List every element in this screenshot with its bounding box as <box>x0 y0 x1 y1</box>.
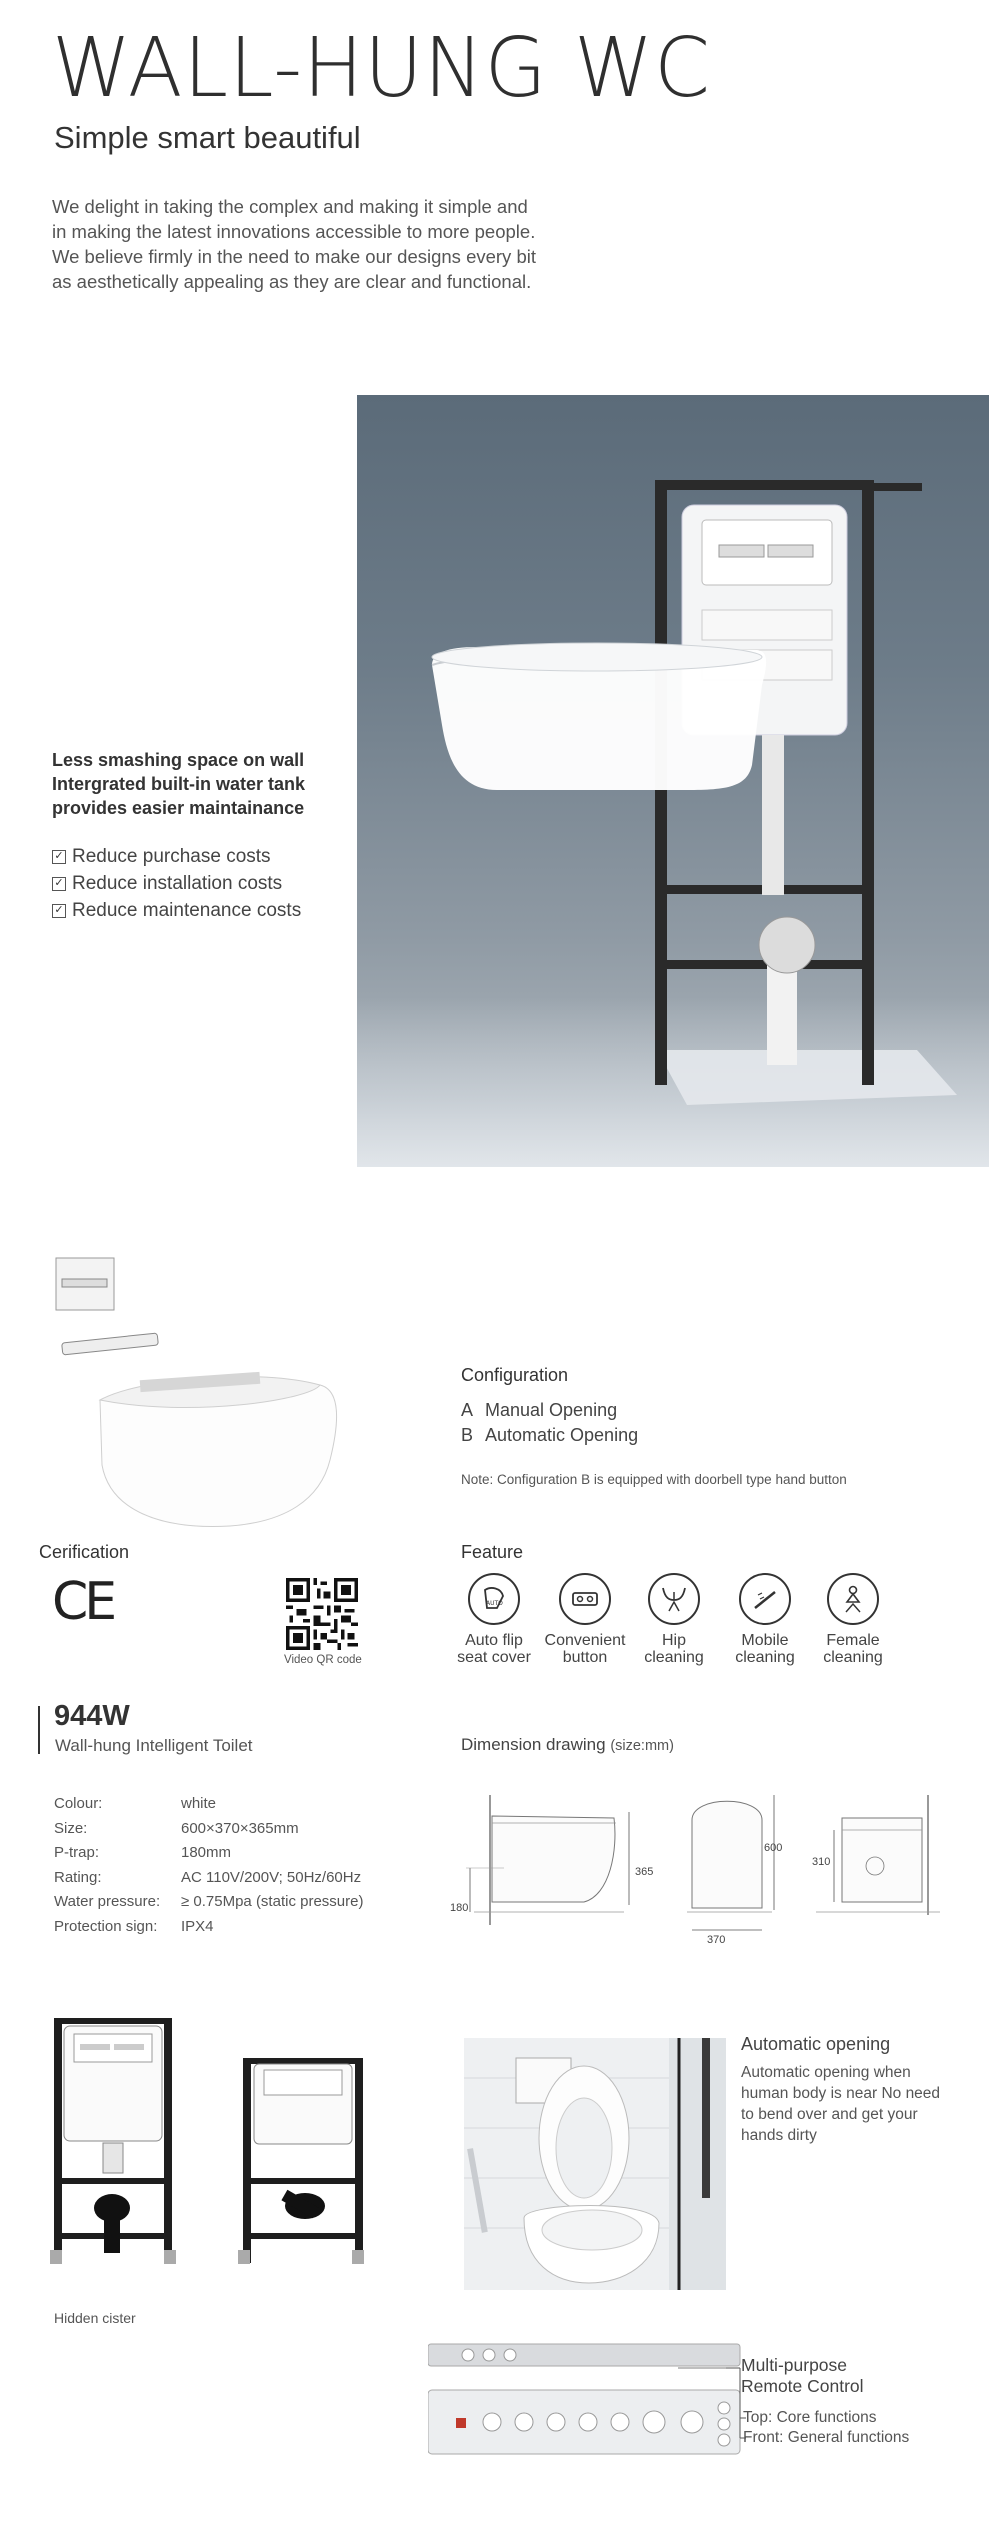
intro-text <box>52 194 572 294</box>
dimension-front-view <box>672 1790 782 1950</box>
dimension-rear-view <box>810 1790 950 1940</box>
spec-row <box>54 1890 363 1915</box>
feature-heading: Feature <box>461 1542 524 1562</box>
benefit-item <box>52 843 301 870</box>
hero-image <box>357 395 989 1167</box>
spec-key: Rating: <box>54 1868 102 1886</box>
benefit-label: Reduce installation costs <box>72 873 283 894</box>
feature-mobile-cleaning <box>715 1573 815 1666</box>
feature-hip-cleaning <box>624 1573 724 1666</box>
configuration-note: Note: Configuration B is equipped with doorbell type hand button <box>461 1472 847 1487</box>
auto-opening-line: hands dirty <box>741 2127 817 2144</box>
feature-female-cleaning <box>803 1573 903 1666</box>
page-title: WALL-HUNG WC <box>52 19 711 116</box>
checkbox-icon: ✓ <box>52 877 66 891</box>
remote-control-image <box>428 2338 743 2466</box>
dim-label-365: 365 <box>635 1866 654 1878</box>
feature-label: Mobile <box>741 1632 789 1649</box>
remote-top-functions: Top: Core functions <box>743 2409 877 2426</box>
configuration-options <box>461 1398 638 1448</box>
remote-title-line: Multi-purpose <box>741 2355 848 2375</box>
certification-heading: Cerification <box>39 1542 130 1562</box>
svg-text:AUTO: AUTO <box>486 1600 503 1607</box>
auto-opening-line: human body is near No need <box>741 2085 941 2102</box>
feature-label: Convenient <box>544 1632 626 1649</box>
dimension-side-view <box>444 1790 654 1940</box>
remote-title <box>741 2355 864 2397</box>
benefit-item <box>52 897 301 924</box>
feature-label: cleaning <box>644 1649 704 1666</box>
checkbox-icon: ✓ <box>52 904 66 918</box>
spec-row <box>54 1866 363 1891</box>
feature-label: Auto flip <box>465 1632 523 1649</box>
ce-mark: CE <box>52 1572 114 1632</box>
feature-label: seat cover <box>457 1649 531 1666</box>
automatic-opening-image <box>464 2038 726 2290</box>
product-toilet-image <box>40 1250 360 1540</box>
hidden-cistern-image <box>50 2018 380 2268</box>
highlight-line: provides easier maintainance <box>52 798 305 818</box>
config-option <box>461 1398 638 1423</box>
intro-line: We believe firmly in the need to make our designs every bit <box>52 246 536 267</box>
hidden-cistern-label: Hidden cister <box>54 2310 136 2326</box>
spec-value: 600×370×365mm <box>181 1819 299 1837</box>
model-name: Wall-hung Intelligent Toilet <box>55 1736 253 1755</box>
intro-line: as aesthetically appealing as they are clear and functional. <box>52 271 532 292</box>
spec-key: Water pressure: <box>54 1893 161 1910</box>
benefit-label: Reduce maintenance costs <box>72 900 302 921</box>
auto-flip-icon <box>468 1573 520 1625</box>
benefit-label: Reduce purchase costs <box>72 846 271 867</box>
spec-value: white <box>181 1795 217 1812</box>
spec-value: IPX4 <box>181 1917 214 1935</box>
page-subtitle: Simple smart beautiful <box>54 120 361 155</box>
config-key: A <box>461 1400 474 1420</box>
qr-code-icon[interactable] <box>286 1578 358 1650</box>
spec-value: AC 110V/200V; 50Hz/60Hz <box>181 1868 362 1886</box>
checkbox-icon: ✓ <box>52 850 66 864</box>
dimension-heading <box>461 1735 674 1755</box>
spec-row <box>54 1841 363 1866</box>
installation-frame-illustration <box>357 395 989 1167</box>
spec-value: 180mm <box>181 1844 232 1861</box>
hero-highlights <box>52 748 305 820</box>
configuration-heading: Configuration <box>461 1365 569 1385</box>
dimension-unit: (size:mm) <box>610 1738 674 1754</box>
spec-row <box>54 1915 363 1940</box>
config-option <box>461 1423 638 1448</box>
female-cleaning-icon <box>827 1573 879 1625</box>
auto-opening-title: Automatic opening <box>741 2034 891 2054</box>
benefit-list <box>52 843 301 924</box>
feature-label: Female <box>826 1632 880 1649</box>
dim-label-180: 180 <box>450 1902 469 1914</box>
dim-label-370: 370 <box>707 1934 726 1946</box>
feature-auto-flip <box>444 1573 544 1666</box>
config-label: Manual Opening <box>485 1400 618 1420</box>
spec-key: P-trap: <box>54 1844 100 1861</box>
feature-convenient-button <box>535 1573 635 1666</box>
feature-label: cleaning <box>823 1649 883 1666</box>
spec-row <box>54 1817 363 1842</box>
spec-key: Colour: <box>54 1795 103 1812</box>
benefit-item <box>52 870 301 897</box>
auto-opening-line: to bend over and get your <box>741 2106 918 2123</box>
mobile-cleaning-icon <box>739 1573 791 1625</box>
model-number: 944W <box>54 1700 130 1732</box>
button-icon <box>559 1573 611 1625</box>
feature-label: cleaning <box>735 1649 795 1666</box>
hip-cleaning-icon <box>648 1573 700 1625</box>
dim-label-310: 310 <box>812 1856 831 1868</box>
highlight-line: Intergrated built-in water tank <box>52 774 306 794</box>
spec-row <box>54 1792 363 1817</box>
config-label: Automatic Opening <box>485 1425 639 1445</box>
dimension-title: Dimension drawing <box>461 1735 606 1754</box>
dim-label-600: 600 <box>764 1842 783 1854</box>
spec-key: Size: <box>54 1819 88 1837</box>
auto-opening-line: Automatic opening when <box>741 2064 911 2081</box>
intro-line: We delight in taking the complex and making it simple and <box>52 196 528 217</box>
spec-key: Protection sign: <box>54 1917 158 1935</box>
intro-line: in making the latest innovations accessible to more people. <box>52 221 536 242</box>
config-key: B <box>461 1425 474 1445</box>
auto-opening-description <box>741 2062 940 2146</box>
model-accent-bar <box>38 1706 40 1754</box>
feature-label: Hip <box>661 1632 686 1649</box>
remote-title-line: Remote Control <box>741 2376 864 2396</box>
spec-list <box>54 1792 363 1939</box>
spec-value: ≥ 0.75Mpa (static pressure) <box>181 1893 364 1910</box>
highlight-line: Less smashing space on wall <box>52 750 305 770</box>
feature-label: button <box>562 1649 608 1666</box>
qr-code-label: Video QR code <box>284 1654 362 1666</box>
remote-front-functions: Front: General functions <box>743 2429 910 2446</box>
